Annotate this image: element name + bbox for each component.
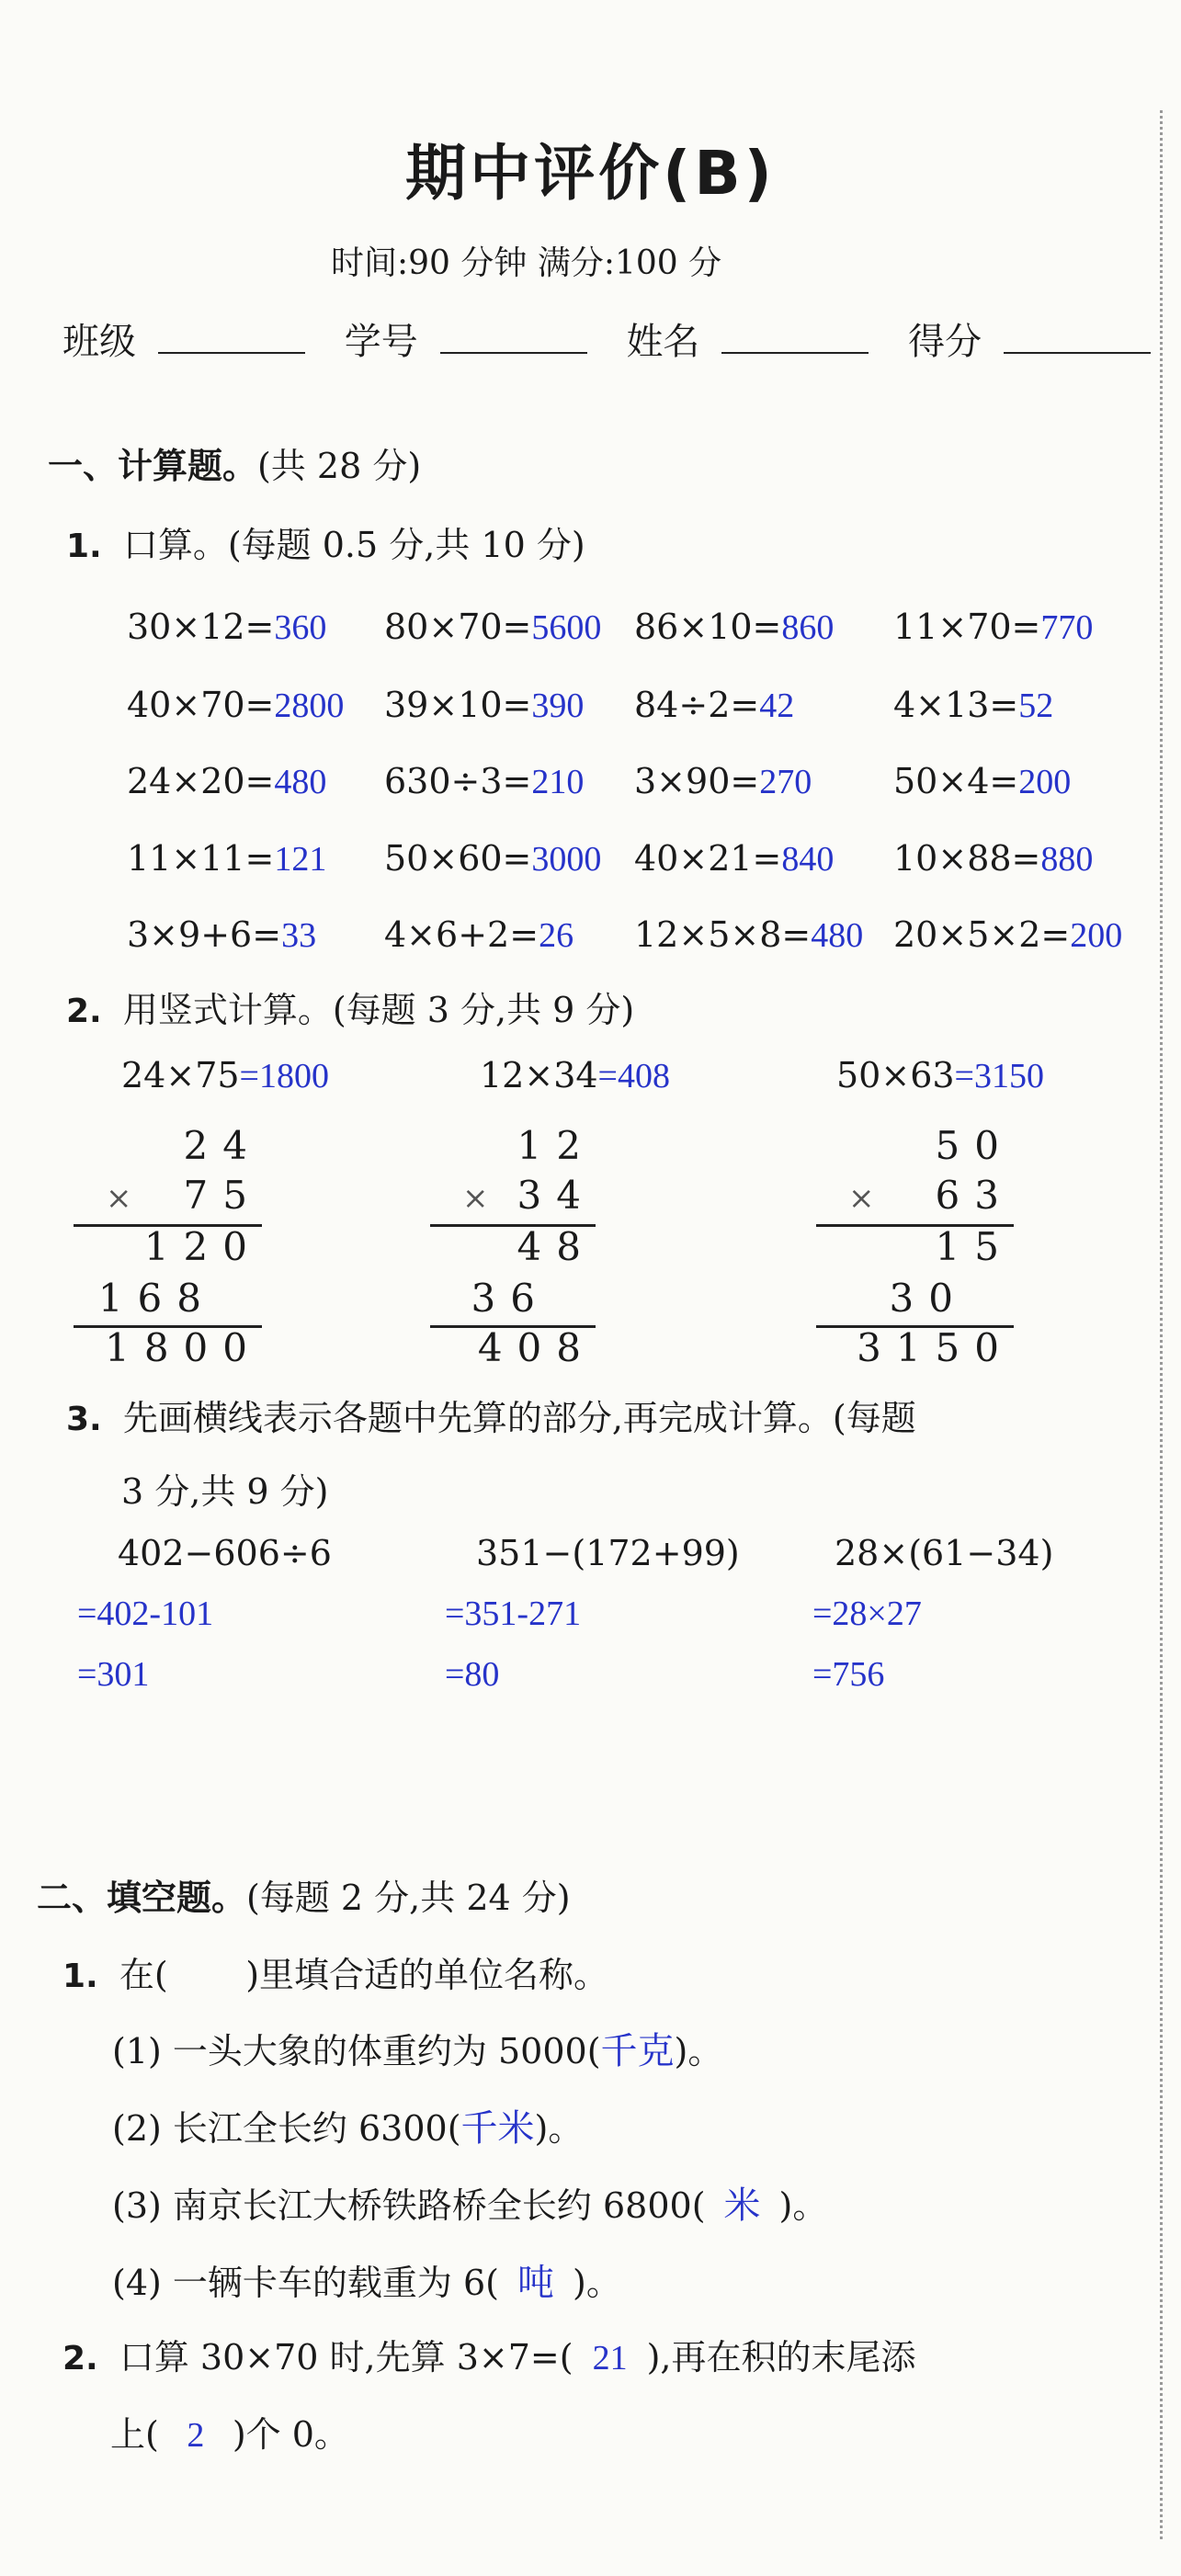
section-1-note: (共 28 分) (257, 446, 422, 486)
partial-product-1: 120 (143, 1224, 262, 1269)
q3-number: 3. (66, 1401, 102, 1438)
mixed-problem: 28×(61−34) (835, 1533, 1054, 1573)
binding-margin-line (1160, 110, 1163, 2539)
oral-answer[interactable]: 270 (759, 763, 812, 801)
multiplicand-digits: 12 (517, 1123, 596, 1168)
oral-answer[interactable]: 860 (781, 608, 835, 647)
vertical-problem-text: 24×75 (121, 1055, 240, 1095)
section-2-heading (37, 1869, 571, 1920)
oral-problem (634, 607, 834, 648)
mixed-step-1[interactable]: =402-101 (77, 1594, 214, 1633)
field-student-id: 学号 (344, 321, 418, 363)
oral-answer[interactable]: 26 (539, 916, 574, 955)
oral-problem-text: 40×21= (634, 838, 782, 879)
exam-subtitle: 时间:90 分钟 满分:100 分 (331, 244, 722, 282)
oral-problem (127, 838, 326, 879)
section-1-title: 一、计算题。 (48, 446, 258, 486)
s2-q2-number: 2. (62, 2340, 98, 2377)
oral-answer[interactable]: 880 (1040, 840, 1094, 879)
partial-product-1: 48 (517, 1224, 596, 1269)
q3-text-line1: 先画横线表示各题中先算的部分,再完成计算。(每题 (122, 1398, 916, 1438)
s2-q2-line2-pre: 上( (110, 2414, 159, 2455)
fill-item (112, 2253, 621, 2306)
oral-problem-text: 80×70= (384, 607, 532, 647)
score-blank[interactable] (1004, 321, 1151, 354)
q3-text-line2: 3 分,共 9 分) (121, 1471, 329, 1512)
vertical-problem (480, 1055, 670, 1096)
oral-problem-text: 86×10= (634, 607, 782, 647)
oral-problem-text: 3×90= (634, 761, 760, 801)
oral-problem (127, 607, 326, 648)
oral-problem-text: 10×88= (893, 838, 1041, 879)
multiplicand-digits: 50 (935, 1123, 1014, 1168)
oral-answer[interactable]: 3000 (531, 840, 602, 879)
vertical-problem (121, 1055, 329, 1096)
q2-number: 2. (66, 993, 102, 1030)
fill-item (112, 2022, 722, 2074)
times-sign: × (462, 1180, 489, 1217)
vertical-answer[interactable]: =1800 (239, 1057, 329, 1095)
fill-item (112, 2099, 583, 2151)
oral-problem-text: 20×5×2= (893, 914, 1071, 955)
s2-q2-answer-1[interactable]: 21 (592, 2339, 628, 2377)
partial-product-2: 168 (97, 1276, 216, 1321)
oral-problem (893, 838, 1093, 879)
fill-item-close: )。 (778, 2185, 828, 2226)
fill-item-answer[interactable]: 米 (723, 2184, 761, 2226)
partial-product-2: 30 (889, 1276, 968, 1321)
s2-q2-line2 (110, 2406, 349, 2457)
partial-product-1: 15 (935, 1224, 1014, 1269)
section-2-note: (每题 2 分,共 24 分) (246, 1878, 571, 1918)
oral-problem (634, 685, 794, 726)
fill-item-text: (2) 长江全长约 6300( (112, 2108, 461, 2149)
oral-answer[interactable]: 5600 (531, 608, 602, 647)
class-blank[interactable] (158, 321, 305, 354)
oral-problem (634, 914, 863, 956)
oral-problem-text: 40×70= (127, 685, 275, 725)
oral-problem-text: 84÷2= (634, 685, 760, 725)
fill-item-text: (3) 南京长江大桥铁路桥全长约 6800( (112, 2185, 706, 2226)
oral-problem-text: 3×9+6= (127, 914, 282, 955)
vertical-problem-text: 12×34 (480, 1055, 598, 1095)
fill-item-close: )。 (674, 2031, 723, 2071)
section-2-title: 二、填空题。 (37, 1878, 247, 1918)
vertical-problem-text: 50×63 (836, 1055, 955, 1095)
oral-problem (384, 761, 584, 802)
oral-problem (384, 914, 573, 956)
mixed-problem: 402−606÷6 (118, 1533, 332, 1573)
q2-text: 用竖式计算。(每题 3 分,共 9 分) (122, 990, 635, 1030)
fill-item-answer[interactable]: 吨 (517, 2262, 554, 2303)
partial-product-2: 36 (471, 1276, 550, 1321)
oral-problem (127, 761, 326, 802)
multiplier-digits: 34 (517, 1173, 596, 1218)
fill-item-text: (4) 一辆卡车的载重为 6( (112, 2263, 499, 2303)
oral-answer[interactable]: 360 (274, 608, 327, 647)
page-title: 期中评价(B) (405, 138, 776, 209)
q2-heading (66, 982, 634, 1032)
q1-number: 1. (66, 528, 102, 565)
oral-problem-text: 12×5×8= (634, 914, 812, 955)
s2-q1-heading (62, 1946, 608, 1997)
oral-problem-text: 11×70= (893, 607, 1041, 647)
oral-problem (384, 838, 601, 879)
name-blank[interactable] (721, 321, 869, 354)
oral-problem (893, 607, 1093, 648)
oral-problem-text: 4×13= (893, 685, 1019, 725)
times-sign: × (106, 1180, 132, 1217)
oral-problem-text: 39×10= (384, 685, 532, 725)
s2-q1-number: 1. (62, 1958, 98, 1995)
mixed-step-2[interactable]: =80 (445, 1655, 500, 1694)
oral-problem-text: 50×4= (893, 761, 1019, 801)
vertical-problem (836, 1055, 1044, 1096)
oral-answer[interactable]: 480 (811, 916, 864, 955)
fill-item-answer[interactable]: 千米 (460, 2107, 535, 2149)
field-name: 姓名 (626, 321, 700, 363)
times-sign: × (848, 1180, 875, 1217)
field-class: 班级 (62, 321, 136, 363)
product-digits: 408 (477, 1325, 596, 1370)
oral-problem (893, 914, 1122, 956)
oral-answer[interactable]: 200 (1018, 763, 1072, 801)
multiplier-digits: 75 (183, 1173, 262, 1218)
oral-problem (634, 761, 812, 802)
oral-problem-text: 24×20= (127, 761, 275, 801)
s2-q2-answer-2[interactable]: 2 (187, 2416, 205, 2455)
s2-q2-line1 (62, 2329, 915, 2379)
section-1-heading (48, 437, 421, 488)
oral-answer[interactable]: 33 (281, 916, 317, 955)
fill-item-close: )。 (534, 2108, 584, 2149)
s2-q2-text-post: ),再在积的末尾添 (646, 2337, 916, 2377)
oral-answer[interactable]: 480 (274, 763, 327, 801)
oral-answer[interactable]: 390 (531, 687, 585, 725)
q1-text: 口算。(每题 0.5 分,共 10 分) (122, 525, 585, 565)
oral-answer[interactable]: 42 (759, 687, 795, 725)
product-digits: 1800 (105, 1325, 262, 1370)
oral-answer[interactable]: 121 (274, 840, 327, 879)
fill-item-text: (1) 一头大象的体重约为 5000( (112, 2031, 601, 2071)
mixed-problem: 351−(172+99) (476, 1533, 740, 1573)
vertical-answer[interactable]: =408 (597, 1057, 670, 1095)
oral-problem-text: 4×6+2= (384, 914, 539, 955)
student-info-row (62, 312, 1178, 365)
oral-problem-text: 11×11= (127, 838, 275, 879)
product-digits: 3150 (857, 1325, 1014, 1370)
oral-problem (893, 685, 1053, 726)
mixed-step-2[interactable]: =756 (812, 1655, 885, 1694)
oral-problem (127, 914, 316, 956)
student-id-blank[interactable] (440, 321, 587, 354)
oral-answer[interactable]: 2800 (274, 687, 345, 725)
oral-problem-text: 630÷3= (384, 761, 532, 801)
mixed-step-1[interactable]: =351-271 (445, 1594, 582, 1633)
oral-problem (634, 838, 834, 879)
s2-q2-line2-post: )个 0。 (232, 2414, 349, 2455)
multiplicand-digits: 24 (183, 1123, 262, 1168)
fill-item-close: )。 (573, 2263, 621, 2303)
field-score: 得分 (908, 321, 982, 363)
mixed-step-1[interactable]: =28×27 (812, 1594, 922, 1633)
fill-item (112, 2176, 827, 2229)
mixed-step-2[interactable]: =301 (77, 1655, 150, 1694)
oral-problem (384, 607, 601, 648)
oral-answer[interactable]: 210 (531, 763, 585, 801)
oral-answer[interactable]: 52 (1018, 687, 1054, 725)
oral-problem (384, 685, 584, 726)
multiplier-digits: 63 (935, 1173, 1014, 1218)
oral-problem-text: 50×60= (384, 838, 532, 879)
s2-q1-text: 在( )里填合适的单位名称。 (119, 1955, 609, 1995)
q1-heading (66, 516, 585, 567)
oral-answer[interactable]: 200 (1070, 916, 1123, 955)
oral-problem (127, 685, 344, 726)
oral-problem (893, 761, 1071, 802)
s2-q2-text-pre: 口算 30×70 时,先算 3×7=( (119, 2337, 573, 2377)
oral-answer[interactable]: 840 (781, 840, 835, 879)
q3-heading (66, 1390, 916, 1440)
oral-problem-text: 30×12= (127, 607, 275, 647)
fill-item-answer[interactable]: 千克 (600, 2030, 675, 2071)
oral-answer[interactable]: 770 (1040, 608, 1094, 647)
vertical-answer[interactable]: =3150 (954, 1057, 1044, 1095)
